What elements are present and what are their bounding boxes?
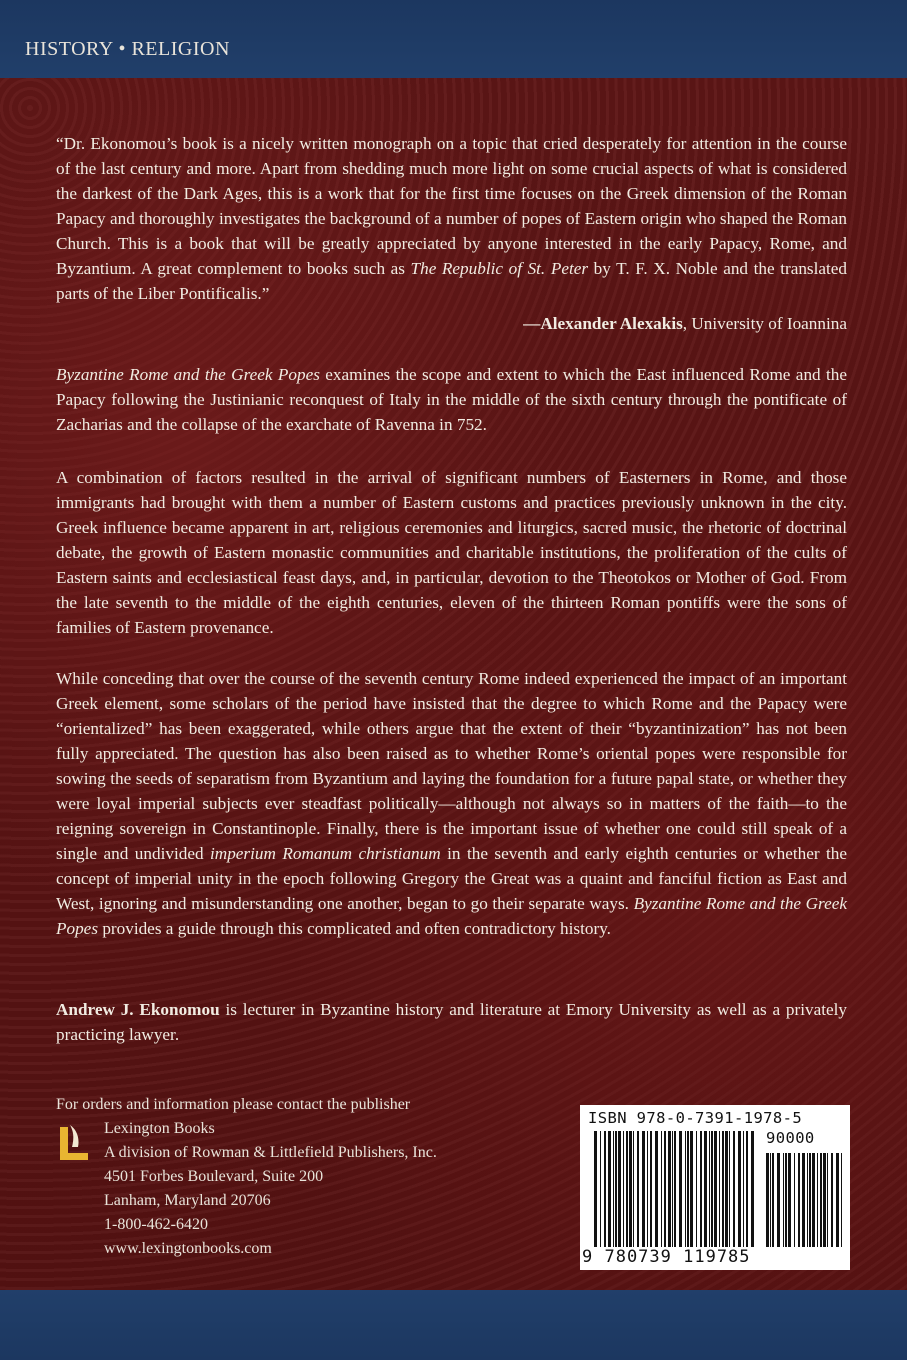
barcode-bar [700,1131,702,1247]
bottom-band [0,1290,907,1360]
barcode-bar [812,1153,815,1247]
quote-book-title: The Republic of St. Peter [410,259,589,278]
barcode-bar [623,1131,624,1247]
barcode-bar [600,1131,601,1247]
barcode-bar [690,1131,693,1247]
author-bio-text: is lecturer in Byzantine history and literature at Emory University as well as a privately practicing lawyer. [56,1000,847,1044]
publisher-intro: For orders and information please contact the publisher [56,1096,411,1113]
barcode-bar [798,1153,800,1247]
barcode-bar [788,1153,791,1247]
publisher-logo-icon [56,1123,92,1163]
description-paragraph-3 [56,666,847,941]
barcode-bar [633,1131,634,1247]
barcode-bar [696,1131,697,1247]
barcode-bar [823,1153,826,1247]
description-text-1: examines the scope and extent to which the East influenced Rome and the Papacy following the Justinianic reconquest of Italy in the middle of the sixth century through the pontificate of Zacharias and the collapse of the exarchate of Ravenna in 752. [56,365,847,434]
barcode-bar [613,1131,614,1247]
barcode-bar [794,1153,795,1247]
barcode-bar [719,1131,720,1247]
attribution-dash: — [523,314,541,333]
barcode-bar [650,1131,652,1247]
barcode-bar [751,1131,754,1247]
barcode-bar [802,1153,805,1247]
publisher-name: Lexington Books [104,1120,215,1137]
barcode-bar [674,1131,676,1247]
barcode-bar [831,1153,833,1247]
barcode-bar [687,1131,689,1247]
barcode-bar [817,1153,818,1247]
endorsement-quote [56,131,847,306]
barcode-bar [642,1131,645,1247]
barcode-bar [711,1131,713,1247]
barcode-bar [772,1153,774,1247]
barcode-bar [679,1131,682,1247]
isbn-number: ISBN 978-0-7391-1978-5 [588,1109,803,1127]
barcode-bar [777,1153,780,1247]
description-text-2: A combination of factors resulted in the arrival of significant numbers of Easterners in Rome, and those immigrants had brought with them a number of Eastern customs and practices previously unknown in the city. Greek influence became apparent in art, religious ceremonies and liturgics, sacred music, the rhetoric of doctrinal debate, the growth of Eastern monastic communities and charitable institutions, the proliferation of the cults of Eastern saints and ecclesiastical feast days, and, in particular, devotion to the Theotokos or Mother of God. From the late seventh to the middle of the eighth centuries, eleven of the thirteen Roman pontiffs were the sons of families of Eastern provenance. [56,468,847,637]
publisher-address-block [104,1117,437,1261]
barcode-bar [785,1153,787,1247]
isbn-barcode [580,1105,850,1270]
quote-text-2: by T. F. X. Noble and the translated parts of the Liber Pontificalis.” [56,259,848,303]
description-title-1: Byzantine Rome and the Greek Popes [56,365,320,384]
author-bio [56,997,847,1047]
barcode-bar [661,1131,662,1247]
attribution-name: Alexander Alexakis [540,314,683,333]
barcode-bar [608,1131,611,1247]
barcode-bar [827,1153,828,1247]
barcode-bar [704,1131,707,1247]
description-text-3c: provides a guide through this complicated and often contradictory history. [98,919,611,938]
publisher-website: www.lexingtonbooks.com [104,1240,272,1257]
barcode-bar [841,1153,842,1247]
description-title-3: Byzantine Rome and the Greek Popes [56,894,847,938]
barcode-bar [746,1131,748,1247]
barcode-bar [637,1131,639,1247]
barcode-bar [618,1131,621,1247]
barcode-digits: 9 780739 119785 [582,1247,751,1267]
barcode-bar [766,1153,769,1247]
description-paragraph-1 [56,362,847,437]
attribution-affiliation: , University of Ioannina [682,314,847,333]
quote-text-1: “Dr. Ekonomou’s book is a nicely written monograph on a topic that cried desperately for attention in the course of the last century and more. Apart from shedding much more light on some crucial aspects of what is considered the darkest of the Dark Ages, this is a work that for the first time focuses on the Greek dimension of the Roman Papacy and thoroughly investigates the background of a number of popes of Eastern origin who shaped the Roman Church. This is a book that will be greatly appreciated by anyone interested in the early Papacy, Rome, and Byzantium. A great complement to books such as [56,134,847,278]
barcode-bar [729,1131,730,1247]
description-text-3a: While conceding that over the course of the seventh century Rome indeed experienced the impact of an important Greek element, some scholars of the period have insisted that the degree to which Rome and the Papacy were “orientalized” has been exaggerated, while others argue that the extent of their “byzantinization” has not been fully appreciated. The question has also been raised as to whether Rome’s oriental popes were responsible for sowing the seeds of separatism from Byzantium and laying the foundation for a future papal state, or whether they were loyal imperial subjects ever steadfast politically—although not always so in matters of the faith—to the reigning sovereign in Constantinople. Finally, there is the important issue of whether one could still speak of a single and undivided [56,669,847,863]
category-label: HISTORY • RELIGION [25,38,230,60]
publisher-address-2: Lanham, Maryland 20706 [104,1192,271,1209]
barcode-bar [836,1153,839,1247]
publisher-phone: 1-800-462-6420 [104,1216,208,1233]
barcode-bar [807,1153,808,1247]
barcode-bar [733,1131,735,1247]
barcode-bar [655,1131,658,1247]
description-paragraph-2 [56,465,847,640]
barcode-bar [668,1131,671,1247]
barcode-bar [604,1131,606,1247]
barcode-bar [594,1131,597,1247]
barcode-bar [743,1131,744,1247]
barcode-bar [714,1131,717,1247]
barcode-bar [725,1131,728,1247]
barcode-bar [820,1153,822,1247]
barcode-bar [629,1131,632,1247]
barcode-bar [809,1153,811,1247]
description-italic-latin: imperium Romanum christianum [210,844,441,863]
publisher-contact [56,1093,536,1257]
barcode-bar [685,1131,686,1247]
barcode-bar [783,1153,784,1247]
barcode-bar [709,1131,710,1247]
top-band [0,0,907,78]
barcode-bar [770,1153,771,1247]
description-text-3b: in the seventh and early eighth centuries or whether the concept of imperial unity in the epoch following Gregory the Great was a quaint and fanciful fiction as East and West, ignoring and misunderstanding one another, began to go their separate ways. [56,844,848,913]
barcode-bar [615,1131,617,1247]
barcode-bar [626,1131,628,1247]
endorsement-attribution [56,311,847,336]
publisher-division: A division of Rowman & Littlefield Publishers, Inc. [104,1144,437,1161]
author-name: Andrew J. Ekonomou [56,1000,220,1019]
barcode-bar [664,1131,666,1247]
barcode-bar [738,1131,741,1247]
barcode-price-code: 90000 [766,1129,815,1147]
barcode-bar [647,1131,648,1247]
barcode-bar [722,1131,724,1247]
publisher-address-1: 4501 Forbes Boulevard, Suite 200 [104,1168,324,1185]
barcode-bar [672,1131,673,1247]
